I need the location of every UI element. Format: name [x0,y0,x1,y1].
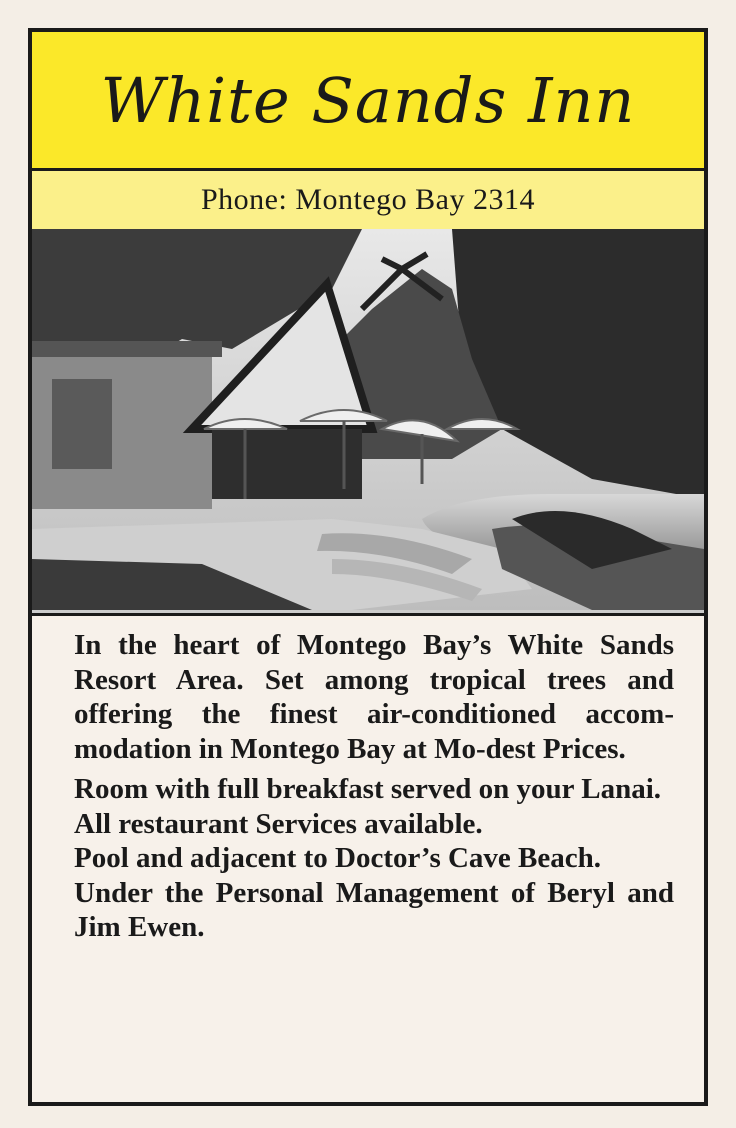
inn-title: White Sands Inn [100,63,636,137]
description [74,628,674,945]
advertisement-card [28,28,708,1106]
paragraph-management: Under the Personal Management of Beryl and Jim Ewen. [74,876,674,943]
phone-line: Phone: Montego Bay 2314 [32,171,704,229]
resort-photo [32,229,704,616]
resort-pool-photo-icon [32,229,704,610]
title-band [32,32,704,171]
paragraph-room: Room with full breakfast served on your Lanai. [74,773,662,805]
paragraph-pool: Pool and adjacent to Doctor’s Cave Beach. [74,842,602,874]
paragraph-restaurant: All restaurant Services available. [74,807,483,840]
paragraph-intro: In the heart of Montego Bay’s White Sands Resort Area. Set among tropical trees and offering the finest air-conditioned accom-modation in Montego Bay at Mo-dest Prices. [74,629,674,765]
